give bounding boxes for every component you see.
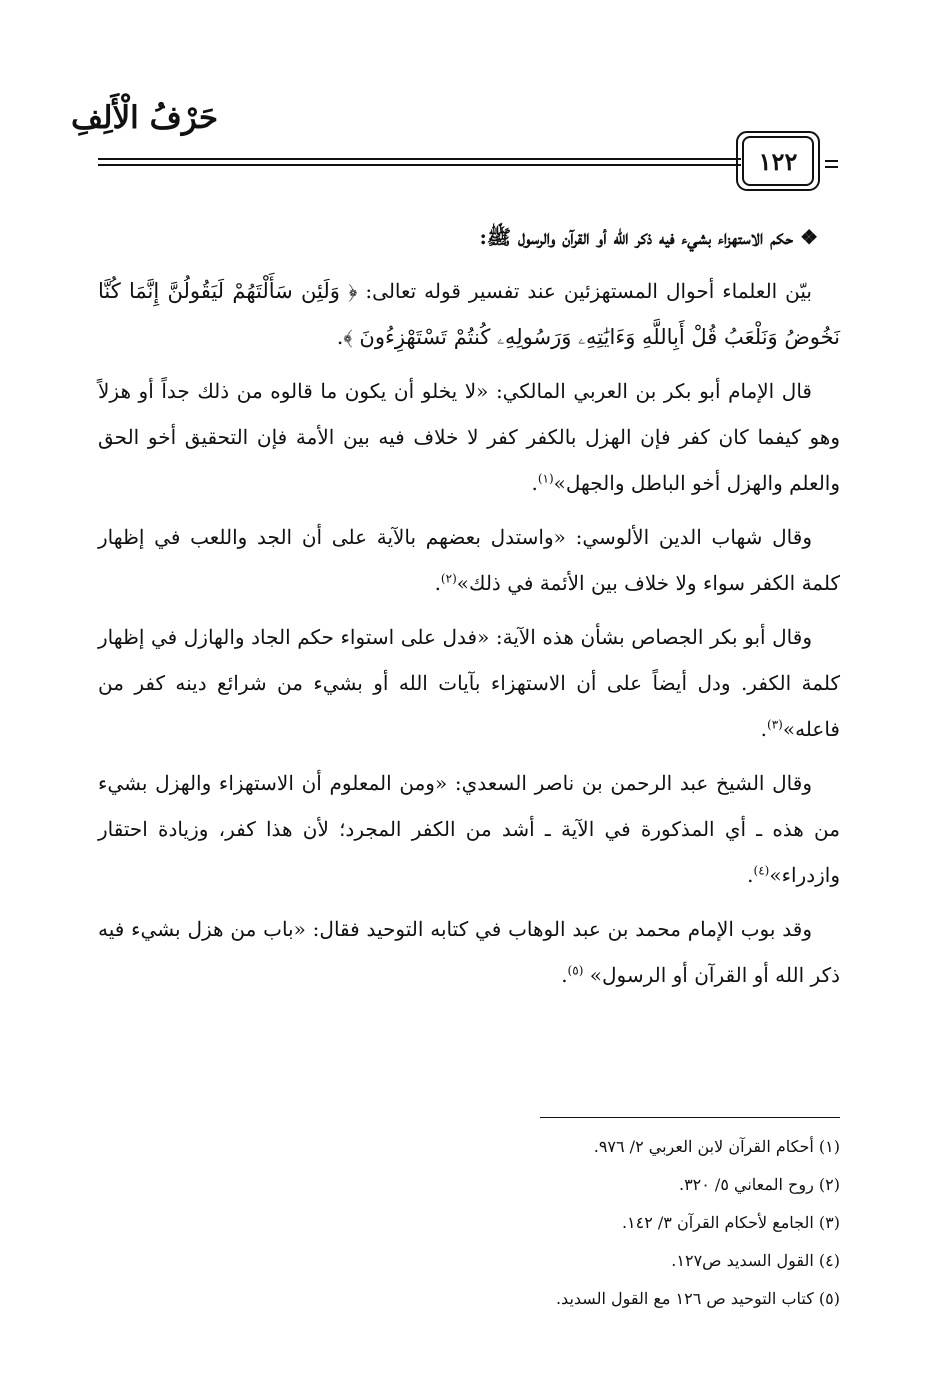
- paragraph-text: وقال أبو بكر الجصاص بشأن هذه الآية: «فدل على استواء حكم الجاد والهازل في إظهار كلمة الكفر. ودل أيضاً على أن الاستهزاء بآيات الله أو بشيء من شرائع دينه كفر من فاعله»: [98, 625, 840, 741]
- paragraph-text: وقد بوب الإمام محمد بن عبد الوهاب في كتابه التوحيد فقال: «باب من هزل بشيء فيه ذكر الله أو القرآن أو الرسول»: [98, 917, 840, 987]
- footnote-marker: (٣): [767, 717, 783, 732]
- section-heading: ❖ حكم الاستهزاء بشيء فيه ذكر الله أو القرآن والرسول ﷺ:: [479, 225, 818, 249]
- running-header-title: حَرْفُ الْأَلِفِ: [70, 100, 218, 136]
- footnote-item: (٣) الجامع لأحكام القرآن ٣/ ١٤٢.: [621, 1213, 840, 1232]
- paragraph: قال الإمام أبو بكر بن العربي المالكي: «لا يخلو أن يكون ما قالوه من ذلك جداً أو هزلاً وهو كيفما كان كفر فإن الهزل بالكفر كفر لا خلاف فيه بين الأمة فإن التحقيق أخو الحق والعلم والهزل أخو الباطل والجهل»$^{(١)}$.: [98, 379, 840, 495]
- intro-paragraph: [98, 268, 840, 360]
- page-number: ١٢٢: [742, 136, 814, 186]
- header-rule: [98, 158, 741, 166]
- paragraph-text: وقال الشيخ عبد الرحمن بن ناصر السعدي: «ومن المعلوم أن الاستهزاء والهزل بشيء من هذه ـ أي المذكورة في الآية ـ أشد من الكفر المجرد؛ لأن هذا كفر، وزيادة احتقار وازدراء»: [98, 771, 840, 887]
- footnote-marker: (٢): [440, 571, 457, 586]
- footnote-item: (٥) كتاب التوحيد ص ١٢٦ مع القول السديد.: [555, 1289, 840, 1308]
- quran-verse: ﴿ وَلَئِن سَأَلْتَهُمْ لَيَقُولُنَّ إِنَّمَا كُنَّا نَخُوضُ وَنَلْعَبُ قُلْ أَبِاللَّهِ وَءَايَٰتِهِۦ وَرَسُولِهِۦ كُنتُمْ تَسْتَهْزِءُونَ ﴾.: [98, 279, 840, 349]
- footnote-item: (١) أحكام القرآن لابن العربي ٢/ ٩٧٦.: [593, 1137, 840, 1156]
- footnote-marker: (٥): [567, 963, 584, 978]
- intro-text: بيّن العلماء أحوال المستهزئين عند تفسير قوله تعالى:: [365, 279, 812, 303]
- footnote-separator: [540, 1117, 840, 1118]
- header-rule-end: [825, 160, 838, 168]
- footnote-item: (٤) القول السديد ص١٢٧.: [671, 1251, 840, 1270]
- paragraph: وقال الشيخ عبد الرحمن بن ناصر السعدي: «ومن المعلوم أن الاستهزاء والهزل بشيء من هذه ـ أي المذكورة في الآية ـ أشد من الكفر المجرد؛ لأن هذا كفر، وزيادة احتقار وازدراء»$^{(٤)}$.: [98, 771, 840, 887]
- footnote-marker: (١): [537, 471, 554, 486]
- paragraph-text: وقال شهاب الدين الألوسي: «واستدل بعضهم بالآية على أن الجد واللعب في إظهار كلمة الكفر سواء ولا خلاف بين الأئمة في ذلك»: [98, 525, 840, 595]
- paragraph: وقال شهاب الدين الألوسي: «واستدل بعضهم بالآية على أن الجد واللعب في إظهار كلمة الكفر سواء ولا خلاف بين الأئمة في ذلك»$^{(٢)}$.: [98, 525, 840, 595]
- paragraph: وقال أبو بكر الجصاص بشأن هذه الآية: «فدل على استواء حكم الجاد والهازل في إظهار كلمة الكفر. ودل أيضاً على أن الاستهزاء بآيات الله أو بشيء من شرائع دينه كفر من فاعله»$^{(٣)}$.: [98, 625, 840, 741]
- paragraph-text: قال الإمام أبو بكر بن العربي المالكي: «لا يخلو أن يكون ما قالوه من ذلك جداً أو هزلاً وهو كيفما كان كفر فإن الهزل بالكفر كفر لا خلاف فيه بين الأمة فإن التحقيق أخو الحق والعلم والهزل أخو الباطل والجهل»: [98, 379, 840, 495]
- footnote-item: (٢) روح المعاني ٥/ ٣٢٠.: [678, 1175, 840, 1194]
- paragraph: وقد بوب الإمام محمد بن عبد الوهاب في كتابه التوحيد فقال: «باب من هزل بشيء فيه ذكر الله أو القرآن أو الرسول» $^{(٥)}$.: [98, 917, 840, 987]
- footnotes: [380, 1128, 840, 1318]
- footnote-marker: (٤): [753, 863, 770, 878]
- main-text: [98, 214, 840, 1006]
